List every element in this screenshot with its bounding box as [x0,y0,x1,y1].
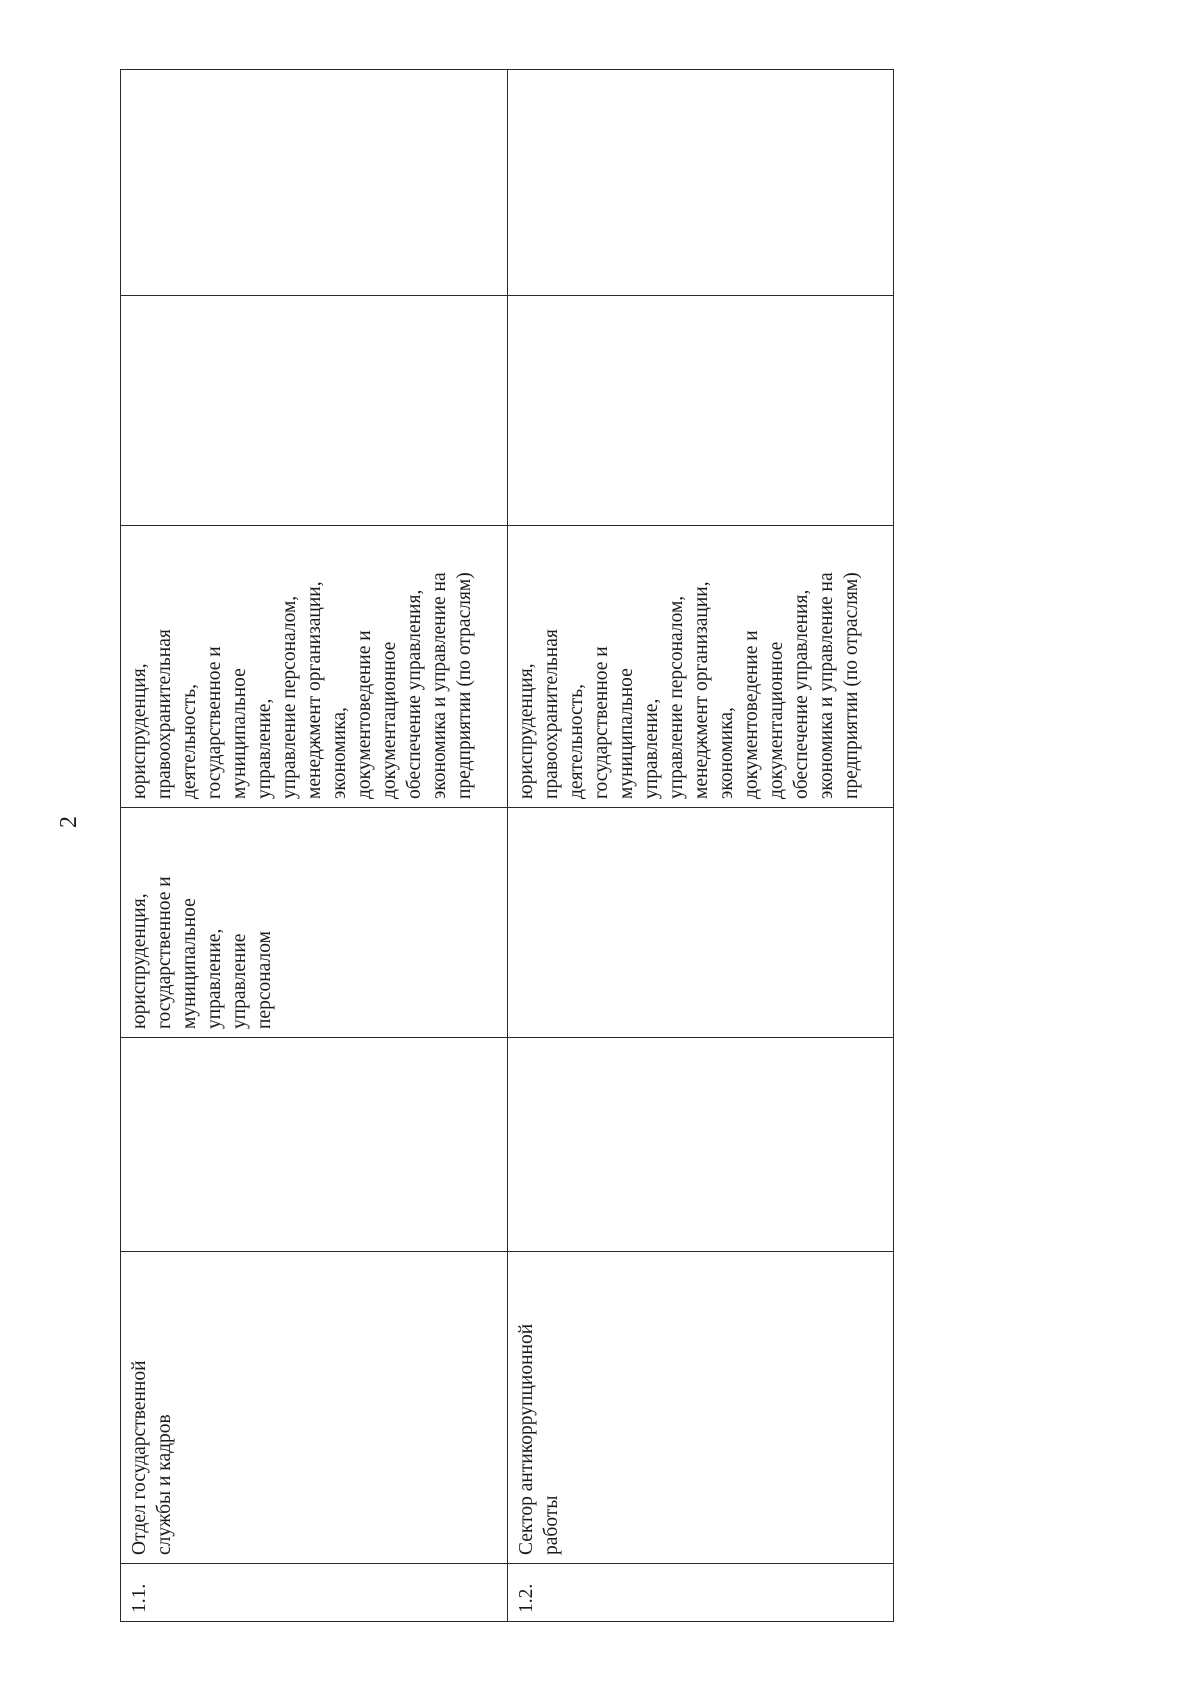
table-row [121,70,508,1622]
cell-text-line: менеджмент организации, [304,581,325,799]
cell-text-line: документоведение и [740,630,762,799]
cell-text-line: предприятии (по отраслям) [454,572,475,799]
unit-name-cell [507,1252,894,1564]
column-6-cell [121,296,508,526]
cell-text-line: работы [540,1495,562,1555]
column-3-cell [121,1038,508,1252]
cell-text-line: государственное и [204,646,225,799]
specialty-short-cell [507,808,894,1038]
cell-text-line: государственное и [590,646,612,799]
column-7-cell [121,70,508,296]
row-number-cell: 1.2. [507,1564,894,1622]
cell-text-line: Сектор антикоррупционной [515,1323,537,1555]
cell-text-line: правоохранительная [154,629,175,799]
cell-text-line: экономика, [715,707,737,799]
cell-text-line: муниципальное [179,898,200,1029]
table-container [120,70,894,1622]
cell-text-line: управление персоналом, [665,595,687,799]
row-number-cell: 1.1. [121,1564,508,1622]
page-number: 2 [56,816,82,828]
cell-text-line: муниципальное [229,668,250,799]
specialty-short-cell [121,808,508,1038]
cell-text-line: юриспруденция, [129,663,150,799]
cell-text-line: службы и кадров [154,1414,175,1555]
specialty-full-cell [121,526,508,808]
cell-text-line: документационное [379,641,400,799]
cell-text-line: управление, [640,698,662,799]
cell-text-line: экономика и управление на [815,572,837,799]
cell-text-line: персоналом [254,931,275,1029]
cell-text-line: Отдел государственной [129,1360,150,1555]
column-3-cell [507,1038,894,1252]
cell-text-line: управление, [254,698,275,799]
cell-text-line: управление [229,933,250,1029]
cell-text-line: правоохранительная [540,629,562,799]
cell-text-line: муниципальное [615,668,637,799]
column-6-cell [507,296,894,526]
unit-name-cell [121,1252,508,1564]
rotated-table-frame [120,70,894,1622]
cell-text-line: управление, [204,928,225,1029]
cell-text-line: государственное и [154,876,175,1029]
cell-text-line: экономика и управление на [429,572,450,799]
column-7-cell [507,70,894,296]
cell-text-line: экономика, [329,707,350,799]
cell-text-line: предприятии (по отраслям) [840,572,862,799]
cell-text-line: юриспруденция, [515,663,537,799]
specialty-full-cell [507,526,894,808]
cell-text-line: документоведение и [354,630,375,799]
cell-text-line: обеспечение управления, [404,589,425,799]
cell-text-line: деятельность, [179,684,200,799]
cell-text-line: юриспруденция, [129,893,150,1029]
table-row [507,70,894,1622]
positions-table [120,69,894,1622]
cell-text-line: деятельность, [565,684,587,799]
cell-text-line: обеспечение управления, [790,589,812,799]
cell-text-line: управление персоналом, [279,595,300,799]
cell-text-line: документационное [765,641,787,799]
cell-text-line: менеджмент организации, [690,581,712,799]
